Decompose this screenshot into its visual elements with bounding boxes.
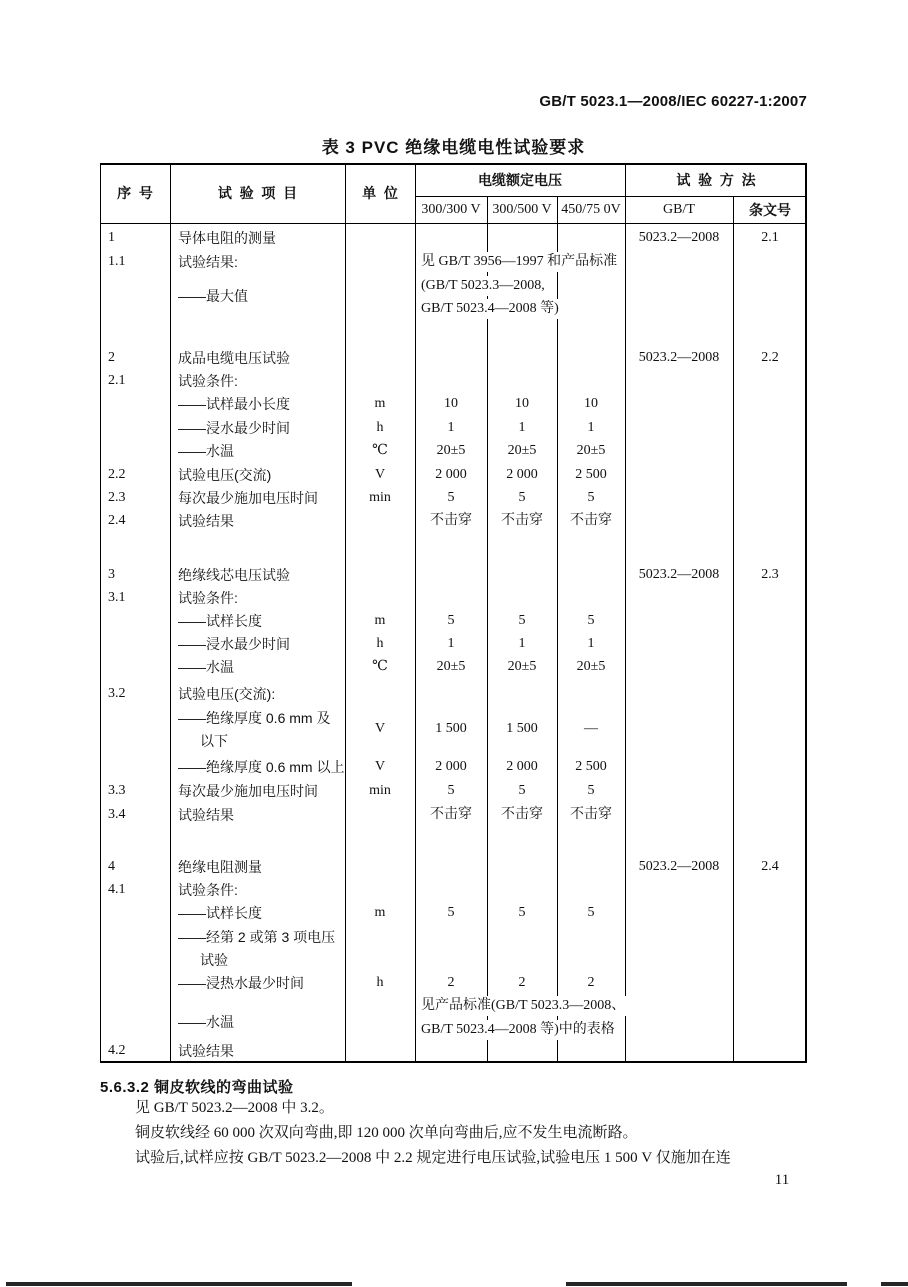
col-header-test-item: 试 验 项 目 <box>217 185 298 201</box>
table-row <box>100 805 807 825</box>
col-header-gbt: GB/T <box>663 201 695 217</box>
table-row <box>100 299 807 319</box>
cell-v1: 2 000 <box>435 759 467 774</box>
table-row <box>100 511 807 531</box>
scan-artifact-bar <box>566 1282 847 1286</box>
table-row <box>100 588 807 608</box>
page-number: 11 <box>774 1172 790 1188</box>
table-row <box>100 950 807 970</box>
col-header-450-750v: 450/75 0V <box>561 201 621 217</box>
cell-item: 试验电压(交流) <box>178 467 272 483</box>
cell-v3: 1 <box>587 420 595 435</box>
cell-seq: 2.2 <box>108 467 126 482</box>
cell-unit: ℃ <box>372 659 388 674</box>
cell-v1: 10 <box>444 396 458 411</box>
table-row <box>100 880 807 900</box>
cell-v2: 20±5 <box>507 443 537 458</box>
table-row <box>100 973 807 993</box>
cell-v3: 1 <box>587 636 595 651</box>
cell-clause: 2.2 <box>761 350 779 365</box>
cell-item: ——水温 <box>178 443 234 459</box>
cell-clause: 2.1 <box>761 230 779 245</box>
cell-item: 绝缘线芯电压试验 <box>178 567 290 583</box>
cell-v1: 2 000 <box>435 467 467 482</box>
cell-unit: h <box>376 420 384 435</box>
cell-seq: 1 <box>108 230 115 245</box>
col-group-test-method: 试 验 方 法 <box>676 171 756 188</box>
cell-v3: 2 500 <box>575 759 607 774</box>
cell-unit: V <box>374 721 386 736</box>
table-row <box>100 1041 807 1061</box>
cell-v3: 不击穿 <box>570 807 612 822</box>
table-row <box>100 371 807 391</box>
cell-span: 见 GB/T 3956—1997 和产品标准 <box>416 252 622 272</box>
section-heading-5-6-3-2: 5.6.3.2 铜皮软线的弯曲试验 <box>100 1079 294 1096</box>
cell-v2: 1 500 <box>506 721 538 736</box>
cell-item: 试验结果 <box>178 513 234 529</box>
cell-v3: 不击穿 <box>570 513 612 528</box>
cell-item: ——经第 2 或第 3 项电压 <box>178 929 336 945</box>
cell-v2: 不击穿 <box>501 807 543 822</box>
cell-v1: 5 <box>447 490 455 505</box>
col-header-seq: 序 号 <box>117 185 153 201</box>
cell-gbt: 5023.2—2008 <box>638 859 720 874</box>
cell-item: ——水温 <box>178 1014 234 1030</box>
cell-item: ——绝缘厚度 0.6 mm 及 <box>178 710 331 726</box>
cell-clause: 2.4 <box>761 859 779 874</box>
cell-v3: 5 <box>587 783 595 798</box>
cell-v1: 2 <box>447 975 455 990</box>
cell-seq: 2.3 <box>108 490 126 505</box>
cell-gbt: 5023.2—2008 <box>638 567 720 582</box>
cell-seq: 3.2 <box>108 686 126 701</box>
col-header-300-300v: 300/300 V <box>421 201 481 217</box>
table-row <box>100 757 807 777</box>
cell-v1: 1 500 <box>435 721 467 736</box>
cell-item: 试验结果: <box>178 254 238 270</box>
cell-item: ——浸水最少时间 <box>178 636 290 652</box>
cell-unit: V <box>374 759 386 774</box>
cell-item: 试验结果 <box>178 807 234 823</box>
table-row <box>100 488 807 508</box>
cell-item: ——试样长度 <box>178 905 262 921</box>
cell-v2: 2 000 <box>506 467 538 482</box>
cell-unit: m <box>374 905 386 920</box>
cell-item: 以下 <box>200 733 228 749</box>
cell-v3: 2 500 <box>575 467 607 482</box>
table-row <box>100 781 807 801</box>
col-header-unit: 单 位 <box>362 185 398 201</box>
cell-item: 试验电压(交流): <box>178 686 276 702</box>
col-header-clause: 条文号 <box>749 201 791 218</box>
cell-span: GB/T 5023.4—2008 等) <box>416 299 564 319</box>
cell-v2: 5 <box>518 490 526 505</box>
table-row <box>100 731 807 751</box>
cell-v3: 20±5 <box>576 443 606 458</box>
cell-v2: 2 000 <box>506 759 538 774</box>
cell-v2: 5 <box>518 613 526 628</box>
cell-span: (GB/T 5023.3—2008, <box>416 276 550 296</box>
table-row <box>100 252 807 272</box>
cell-v2: 1 <box>518 636 526 651</box>
table-row <box>100 1020 807 1040</box>
cell-clause: 2.3 <box>761 567 779 582</box>
cell-v3: 5 <box>587 613 595 628</box>
cell-item: 试验条件: <box>178 882 238 898</box>
cell-v1: 不击穿 <box>430 513 472 528</box>
cell-v2: 5 <box>518 783 526 798</box>
cell-item: 试验条件: <box>178 373 238 389</box>
cell-v3: 5 <box>587 905 595 920</box>
cell-seq: 4.1 <box>108 882 126 897</box>
cell-v2: 1 <box>518 420 526 435</box>
table-row <box>100 565 807 585</box>
cell-v1: 1 <box>447 636 455 651</box>
cell-seq: 4.2 <box>108 1043 126 1058</box>
table-row <box>100 465 807 485</box>
table-row <box>100 927 807 947</box>
cell-v1: 不击穿 <box>430 807 472 822</box>
cell-v2: 20±5 <box>507 659 537 674</box>
scan-artifact-bar <box>6 1282 352 1286</box>
cell-gbt: 5023.2—2008 <box>638 350 720 365</box>
cell-item: ——水温 <box>178 659 234 675</box>
cell-v1: 5 <box>447 613 455 628</box>
scan-artifact-bar <box>881 1282 908 1286</box>
cell-seq: 2.1 <box>108 373 126 388</box>
table-row <box>100 228 807 248</box>
cell-item: 试验 <box>200 952 228 968</box>
cell-item: ——浸水最少时间 <box>178 420 290 436</box>
cell-v1: 20±5 <box>436 443 466 458</box>
cell-v2: 5 <box>518 905 526 920</box>
table-row <box>100 441 807 461</box>
electrical-test-requirements-table <box>100 163 807 1063</box>
cell-item: ——浸热水最少时间 <box>178 975 304 991</box>
col-header-300-500v: 300/500 V <box>492 201 552 217</box>
cell-unit: ℃ <box>372 443 388 458</box>
cell-unit: m <box>374 613 386 628</box>
cell-item: ——绝缘厚度 0.6 mm 以上 <box>178 759 345 775</box>
cell-item: 绝缘电阻测量 <box>178 859 262 875</box>
table-border-bottom <box>100 1061 807 1063</box>
cell-v2: 不击穿 <box>501 513 543 528</box>
cell-item: ——最大值 <box>178 288 248 304</box>
cell-v3: 20±5 <box>576 659 606 674</box>
cell-v3: — <box>584 721 598 736</box>
cell-v1: 5 <box>447 905 455 920</box>
cell-gbt: 5023.2—2008 <box>638 230 720 245</box>
table-row <box>100 684 807 704</box>
cell-item: ——试样长度 <box>178 613 262 629</box>
table-row <box>100 394 807 414</box>
table-row <box>100 418 807 438</box>
standard-number-header: GB/T 5023.1—2008/IEC 60227-1:2007 <box>539 93 807 110</box>
cell-v3: 10 <box>584 396 598 411</box>
cell-unit: h <box>376 975 384 990</box>
table-row <box>100 657 807 677</box>
cell-unit: m <box>374 396 386 411</box>
cell-seq: 3.1 <box>108 590 126 605</box>
cell-v1: 1 <box>447 420 455 435</box>
cell-unit: V <box>374 467 386 482</box>
cell-span: GB/T 5023.4—2008 等)中的表格 <box>416 1020 620 1040</box>
body-paragraph: 铜皮软线经 60 000 次双向弯曲,即 120 000 次单向弯曲后,应不发生电流断路。 <box>135 1125 638 1141</box>
cell-seq: 1.1 <box>108 254 126 269</box>
cell-seq: 3.4 <box>108 807 126 822</box>
body-paragraph: 见 GB/T 5023.2—2008 中 3.2。 <box>135 1100 334 1116</box>
table-body <box>100 223 807 1061</box>
cell-v2: 2 <box>518 975 526 990</box>
cell-item: 导体电阻的测量 <box>178 230 276 246</box>
table-row <box>100 348 807 368</box>
cell-v2: 10 <box>515 396 529 411</box>
cell-span: 见产品标准(GB/T 5023.3—2008、 <box>416 996 630 1016</box>
cell-seq: 3.3 <box>108 783 126 798</box>
cell-v1: 20±5 <box>436 659 466 674</box>
cell-seq: 2.4 <box>108 513 126 528</box>
cell-seq: 3 <box>108 567 115 582</box>
cell-seq: 2 <box>108 350 115 365</box>
cell-unit: h <box>376 636 384 651</box>
cell-seq: 4 <box>108 859 115 874</box>
cell-item: 试验结果 <box>178 1043 234 1059</box>
cell-item: 每次最少施加电压时间 <box>178 490 318 506</box>
cell-v3: 5 <box>587 490 595 505</box>
body-paragraph: 试验后,试样应按 GB/T 5023.2—2008 中 2.2 规定进行电压试验,试验电压 1 500 V 仅施加在连 <box>135 1150 731 1166</box>
cell-unit: min <box>369 783 391 798</box>
cell-unit: min <box>369 490 391 505</box>
table-row <box>100 611 807 631</box>
table-row <box>100 903 807 923</box>
table-row <box>100 634 807 654</box>
cell-item: 每次最少施加电压时间 <box>178 783 318 799</box>
col-group-rated-voltage: 电缆额定电压 <box>478 171 562 188</box>
cell-v3: 2 <box>587 975 595 990</box>
cell-item: 试验条件: <box>178 590 238 606</box>
table-title: 表 3 PVC 绝缘电缆电性试验要求 <box>321 138 586 157</box>
table-row <box>100 857 807 877</box>
cell-item: ——试样最小长度 <box>178 396 290 412</box>
cell-v1: 5 <box>447 783 455 798</box>
cell-item: 成品电缆电压试验 <box>178 350 290 366</box>
